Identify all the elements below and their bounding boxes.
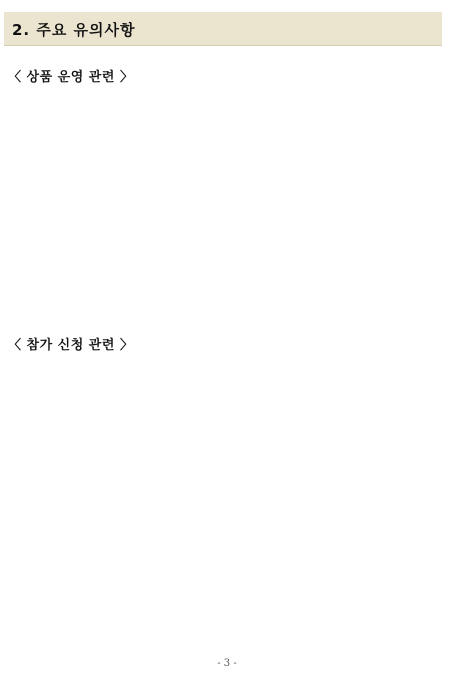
subsection-title-operation: 〈 상품 운영 관련 〉 — [8, 70, 134, 85]
section-title: 2. 주요 유의사항 — [12, 21, 136, 39]
section-header — [4, 12, 442, 46]
subsection-title-application: 〈 참가 신청 관련 〉 — [8, 338, 134, 353]
page-number: - 3 - — [217, 658, 237, 669]
